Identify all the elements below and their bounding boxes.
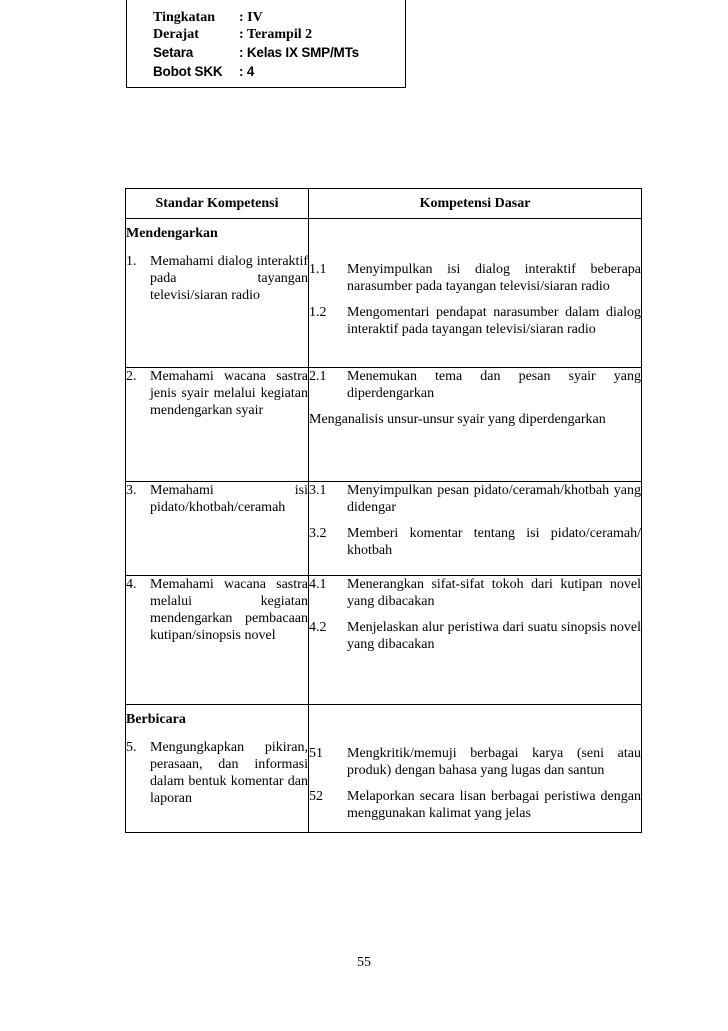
standard-item xyxy=(126,576,308,644)
kd-cell xyxy=(309,219,642,368)
table-row xyxy=(126,482,642,576)
standard-number: 1. xyxy=(126,254,137,269)
competency-number: 1.2 xyxy=(309,305,327,320)
basic-competency-item xyxy=(309,304,641,338)
sk-cell xyxy=(126,368,309,482)
competency-text: Menemukan tema dan pesan syair yang diperdengarkan xyxy=(347,369,641,401)
table-row xyxy=(126,705,642,833)
info-label: Bobot SKK xyxy=(153,64,223,79)
sk-cell xyxy=(126,576,309,705)
basic-competency-text: Menganalisis unsur-unsur syair yang diperdengarkan xyxy=(309,412,606,427)
standard-item xyxy=(126,739,308,807)
sk-cell xyxy=(126,705,309,833)
competency-text: Menyimpulkan pesan pidato/ceramah/khotbah yang didengar xyxy=(347,483,641,515)
info-label: Setara xyxy=(153,45,194,60)
sk-cell xyxy=(126,219,309,368)
competency-text: Menyimpulkan isi dialog interaktif beberapa narasumber pada tayangan televisi/siaran radio xyxy=(347,262,641,294)
info-value: : IV xyxy=(239,10,263,25)
info-label: Derajat xyxy=(153,27,199,42)
kd-cell xyxy=(309,705,642,833)
kd-cell xyxy=(309,576,642,705)
standard-item xyxy=(126,482,308,516)
standard-number: 5. xyxy=(126,740,137,755)
basic-competency-item xyxy=(309,619,641,653)
basic-competency-item xyxy=(309,576,641,610)
competency-text: Menjelaskan alur peristiwa dari suatu sinopsis novel yang dibacakan xyxy=(347,620,641,652)
info-label: Tingkatan xyxy=(153,10,215,25)
competency-number: 3.1 xyxy=(309,483,327,498)
competency-number: 2.1 xyxy=(309,369,327,384)
competency-number: 1.1 xyxy=(309,262,327,277)
basic-competency-item xyxy=(309,368,641,402)
standard-item xyxy=(126,368,308,419)
competency-number: 3.2 xyxy=(309,526,327,541)
competency-number: 4.1 xyxy=(309,577,327,592)
kd-cell xyxy=(309,368,642,482)
basic-competency-item xyxy=(309,261,641,295)
standard-text: Memahami isi pidato/khotbah/ceramah xyxy=(150,483,308,515)
info-value: : 4 xyxy=(239,64,255,79)
competency-number: 52 xyxy=(309,789,323,804)
standard-number: 2. xyxy=(126,369,137,384)
standard-text: Mengungkapkan pikiran, perasaan, dan informasi dalam bentuk komentar dan laporan xyxy=(150,740,308,806)
section-title-mendengarkan: Mendengarkan xyxy=(126,226,218,241)
table-row xyxy=(126,576,642,705)
competency-number: 4.2 xyxy=(309,620,327,635)
competency-text: Mengkritik/memuji berbagai karya (seni atau produk) dengan bahasa yang lugas dan santun xyxy=(347,746,641,778)
info-value: : Terampil 2 xyxy=(239,27,313,42)
table-header-row xyxy=(126,189,642,219)
competency-text: Menerangkan sifat-sifat tokoh dari kutipan novel yang dibacakan xyxy=(347,577,641,609)
table-row xyxy=(126,219,642,368)
standard-number: 3. xyxy=(126,483,137,498)
standard-text: Memahami wacana sastra jenis syair melalui kegiatan mendengarkan syair xyxy=(150,369,308,418)
basic-competency-item xyxy=(309,788,641,822)
level-info-box xyxy=(126,0,406,88)
section-title-berbicara: Berbicara xyxy=(126,712,186,727)
table-row xyxy=(126,368,642,482)
competency-text: Memberi komentar tentang isi pidato/ceramah/ khotbah xyxy=(347,526,641,558)
page-number: 55 xyxy=(357,955,371,970)
kd-cell xyxy=(309,482,642,576)
basic-competency-item xyxy=(309,525,641,559)
competency-number: 51 xyxy=(309,746,323,761)
standard-text: Memahami wacana sastra melalui kegiatan mendengarkan pembacaan kutipan/sinopsis novel xyxy=(150,577,308,643)
standard-text: Memahami dialog interaktif pada tayangan televisi/siaran radio xyxy=(150,254,308,303)
competency-table xyxy=(125,188,642,833)
info-value: : Kelas IX SMP/MTs xyxy=(239,45,359,60)
standard-item xyxy=(126,253,308,304)
competency-text: Melaporkan secara lisan berbagai peristiwa dengan menggunakan kalimat yang jelas xyxy=(347,789,641,821)
basic-competency-item xyxy=(309,745,641,779)
header-kompetensi-dasar: Kompetensi Dasar xyxy=(309,189,642,219)
header-standar-kompetensi: Standar Kompetensi xyxy=(126,189,309,219)
competency-text: Mengomentari pendapat narasumber dalam dialog interaktif pada tayangan televisi/siaran radio xyxy=(347,305,641,337)
standard-number: 4. xyxy=(126,577,137,592)
basic-competency-item xyxy=(309,482,641,516)
sk-cell xyxy=(126,482,309,576)
